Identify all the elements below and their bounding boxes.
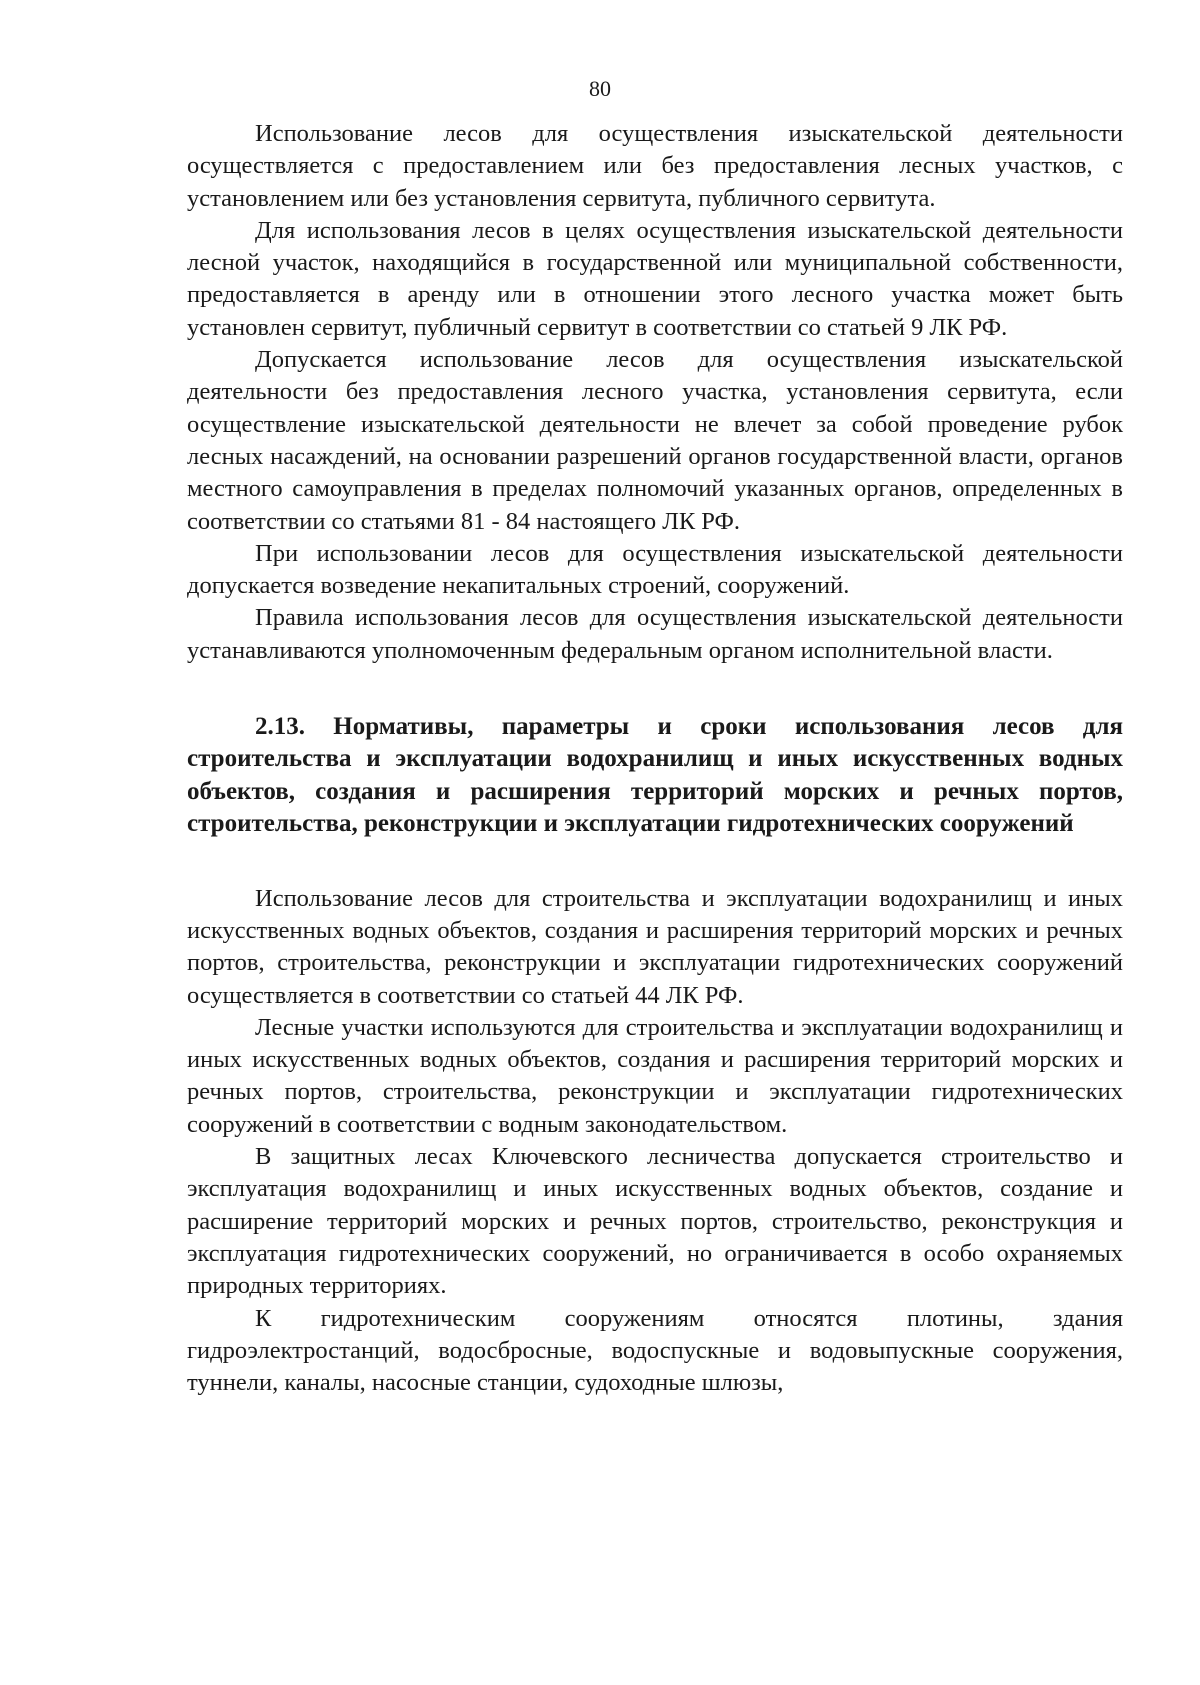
page-number: 80 [589, 76, 611, 101]
paragraph-survey-rules: Правила использования лесов для осуществления изыскательской деятельности устанавливаются уполномоченным федеральным органом исполнительной власти. [187, 604, 1123, 664]
paragraph-survey-temporary-structures: При использовании лесов для осуществления изыскательской деятельности допускается возведение некапитальных строений, сооружений. [187, 539, 1123, 600]
page-content [187, 118, 1123, 1399]
paragraph-survey-use-conditions: Использование лесов для осуществления изыскательской деятельности осуществляется с предоставлением или без предоставления лесных участков, с установлением или без установления сервитута, публичного сервитута. [187, 120, 1123, 212]
paragraph-hydraulic-structures-list: К гидротехническим сооружениям относятся плотины, здания гидроэлектростанций, водосбросные, водоспускные и водовыпускные сооружения, туннели, каналы, насосные станции, судоходные шлюзы, [187, 1304, 1123, 1397]
paragraph-reservoirs-water-law: Лесные участки используются для строительства и эксплуатации водохранилищ и иных искусственных водных объектов, создания и расширения территорий морских и речных портов, строительства, реконструкции и эксплуатации гидротехнических сооружений в соответствии с водным законодательством. [187, 1013, 1123, 1138]
paragraph-survey-lease-servitude: Для использования лесов в целях осуществления изыскательской деятельности лесной участок, находящийся в государственной или муниципальной собственности, предоставляется в аренду или в отношении этого лесного участка может быть установлен сервитут, публичный сервитут в соответствии со статьей 9 ЛК РФ. [187, 216, 1123, 341]
paragraph-survey-without-plot: Допускается использование лесов для осуществления изыскательской деятельности без предоставления лесного участка, установления сервитута, если осуществление изыскательской деятельности не влечет за собой проведение рубок лесных насаждений, на основании разрешений органов государственной власти, органов местного самоуправления в пределах полномочий указанных органов, определенных в соответствии со статьями 81 - 84 настоящего ЛК РФ. [187, 346, 1123, 535]
section-heading-2-13: 2.13. Нормативы, параметры и сроки использования лесов для строительства и эксплуатации водохранилищ и иных искусственных водных объектов, создания и расширения территорий морских и речных портов, строительства, реконструкции и эксплуатации гидротехнических сооружений [187, 713, 1123, 838]
paragraph-reservoirs-protective-forests: В защитных лесах Ключевского лесничества допускается строительство и эксплуатация водохранилищ и иных искусственных водных объектов, создание и расширение территорий морских и речных портов, строительство, реконструкция и эксплуатация гидротехнических сооружений, но ограничивается в особо охраняемых природных территориях. [187, 1143, 1123, 1300]
paragraph-reservoirs-article-44: Использование лесов для строительства и эксплуатации водохранилищ и иных искусственных водных объектов, создания и расширения территорий морских и речных портов, строительства, реконструкции и эксплуатации гидротехнических сооружений осуществляется в соответствии со статьей 44 ЛК РФ. [187, 884, 1123, 1009]
